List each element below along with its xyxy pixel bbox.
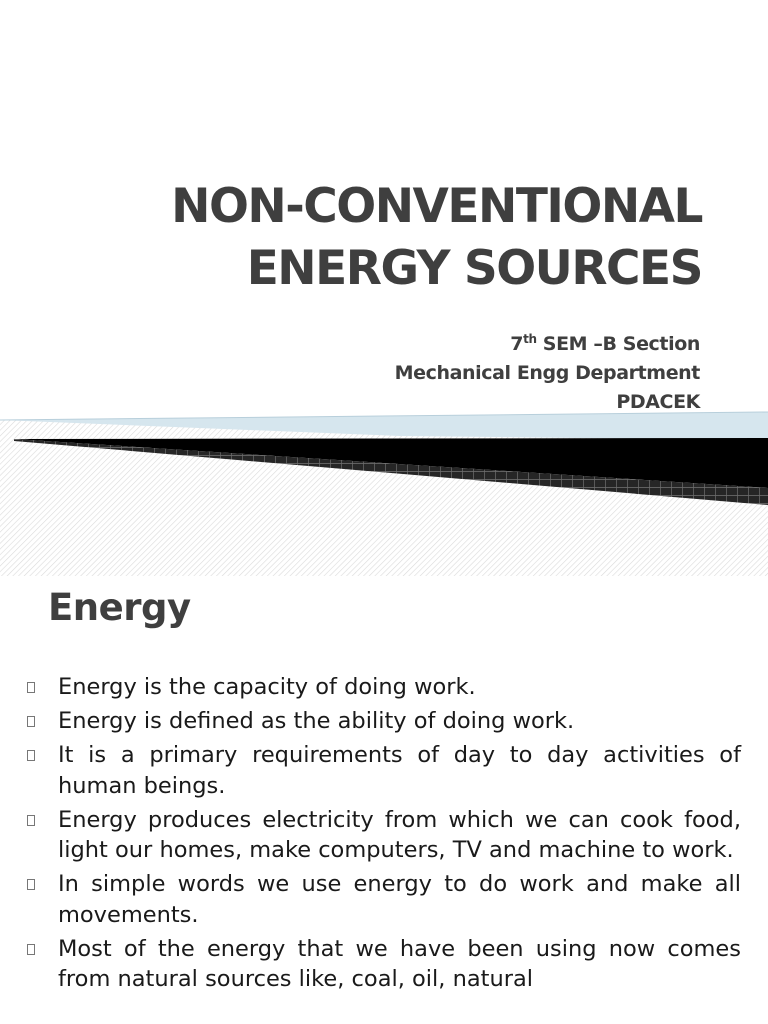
bullet-marker-icon xyxy=(27,682,35,693)
bullet-item xyxy=(0,934,768,995)
bullet-text: Energy produces electricity from which we can cook food, light our homes, make computers, TV and machine to work. xyxy=(58,806,741,863)
bullet-marker-icon xyxy=(27,879,35,890)
ordinal-suffix: th xyxy=(523,332,537,346)
bullet-marker-icon xyxy=(27,944,35,955)
bullet-list xyxy=(0,672,768,998)
subtitle-college: PDACEK xyxy=(616,391,700,413)
bullet-text: In simple words we use energy to do work and make all movements. xyxy=(58,871,741,928)
bullet-marker-icon xyxy=(27,716,35,727)
bullet-text: It is a primary requirements of day to day activities of human beings. xyxy=(58,742,741,799)
title-line-1: NON-CONVENTIONAL xyxy=(171,179,702,234)
bullet-item xyxy=(0,869,768,930)
bullet-text: Energy is defined as the ability of doing work. xyxy=(58,708,575,734)
bullet-item xyxy=(0,740,768,801)
bullet-item xyxy=(0,805,768,866)
slide-title: Energy xyxy=(48,586,191,629)
bullet-item xyxy=(0,672,768,703)
bullet-item xyxy=(0,706,768,737)
subtitle-department: Mechanical Engg Department xyxy=(394,362,700,384)
decorative-band xyxy=(0,410,768,576)
bullet-text: Most of the energy that we have been using now comes from natural sources like, coal, oil, natural xyxy=(58,935,741,992)
presentation-title xyxy=(171,176,702,300)
subtitle-section xyxy=(395,330,700,359)
bullet-marker-icon xyxy=(27,815,35,826)
bullet-text: Energy is the capacity of doing work. xyxy=(58,674,476,700)
section-text: SEM –B Section xyxy=(536,333,700,355)
semester-number: 7 xyxy=(510,333,524,355)
bullet-marker-icon xyxy=(27,750,35,761)
presentation-subtitle xyxy=(395,330,700,417)
title-line-2: ENERGY SOURCES xyxy=(246,241,702,296)
